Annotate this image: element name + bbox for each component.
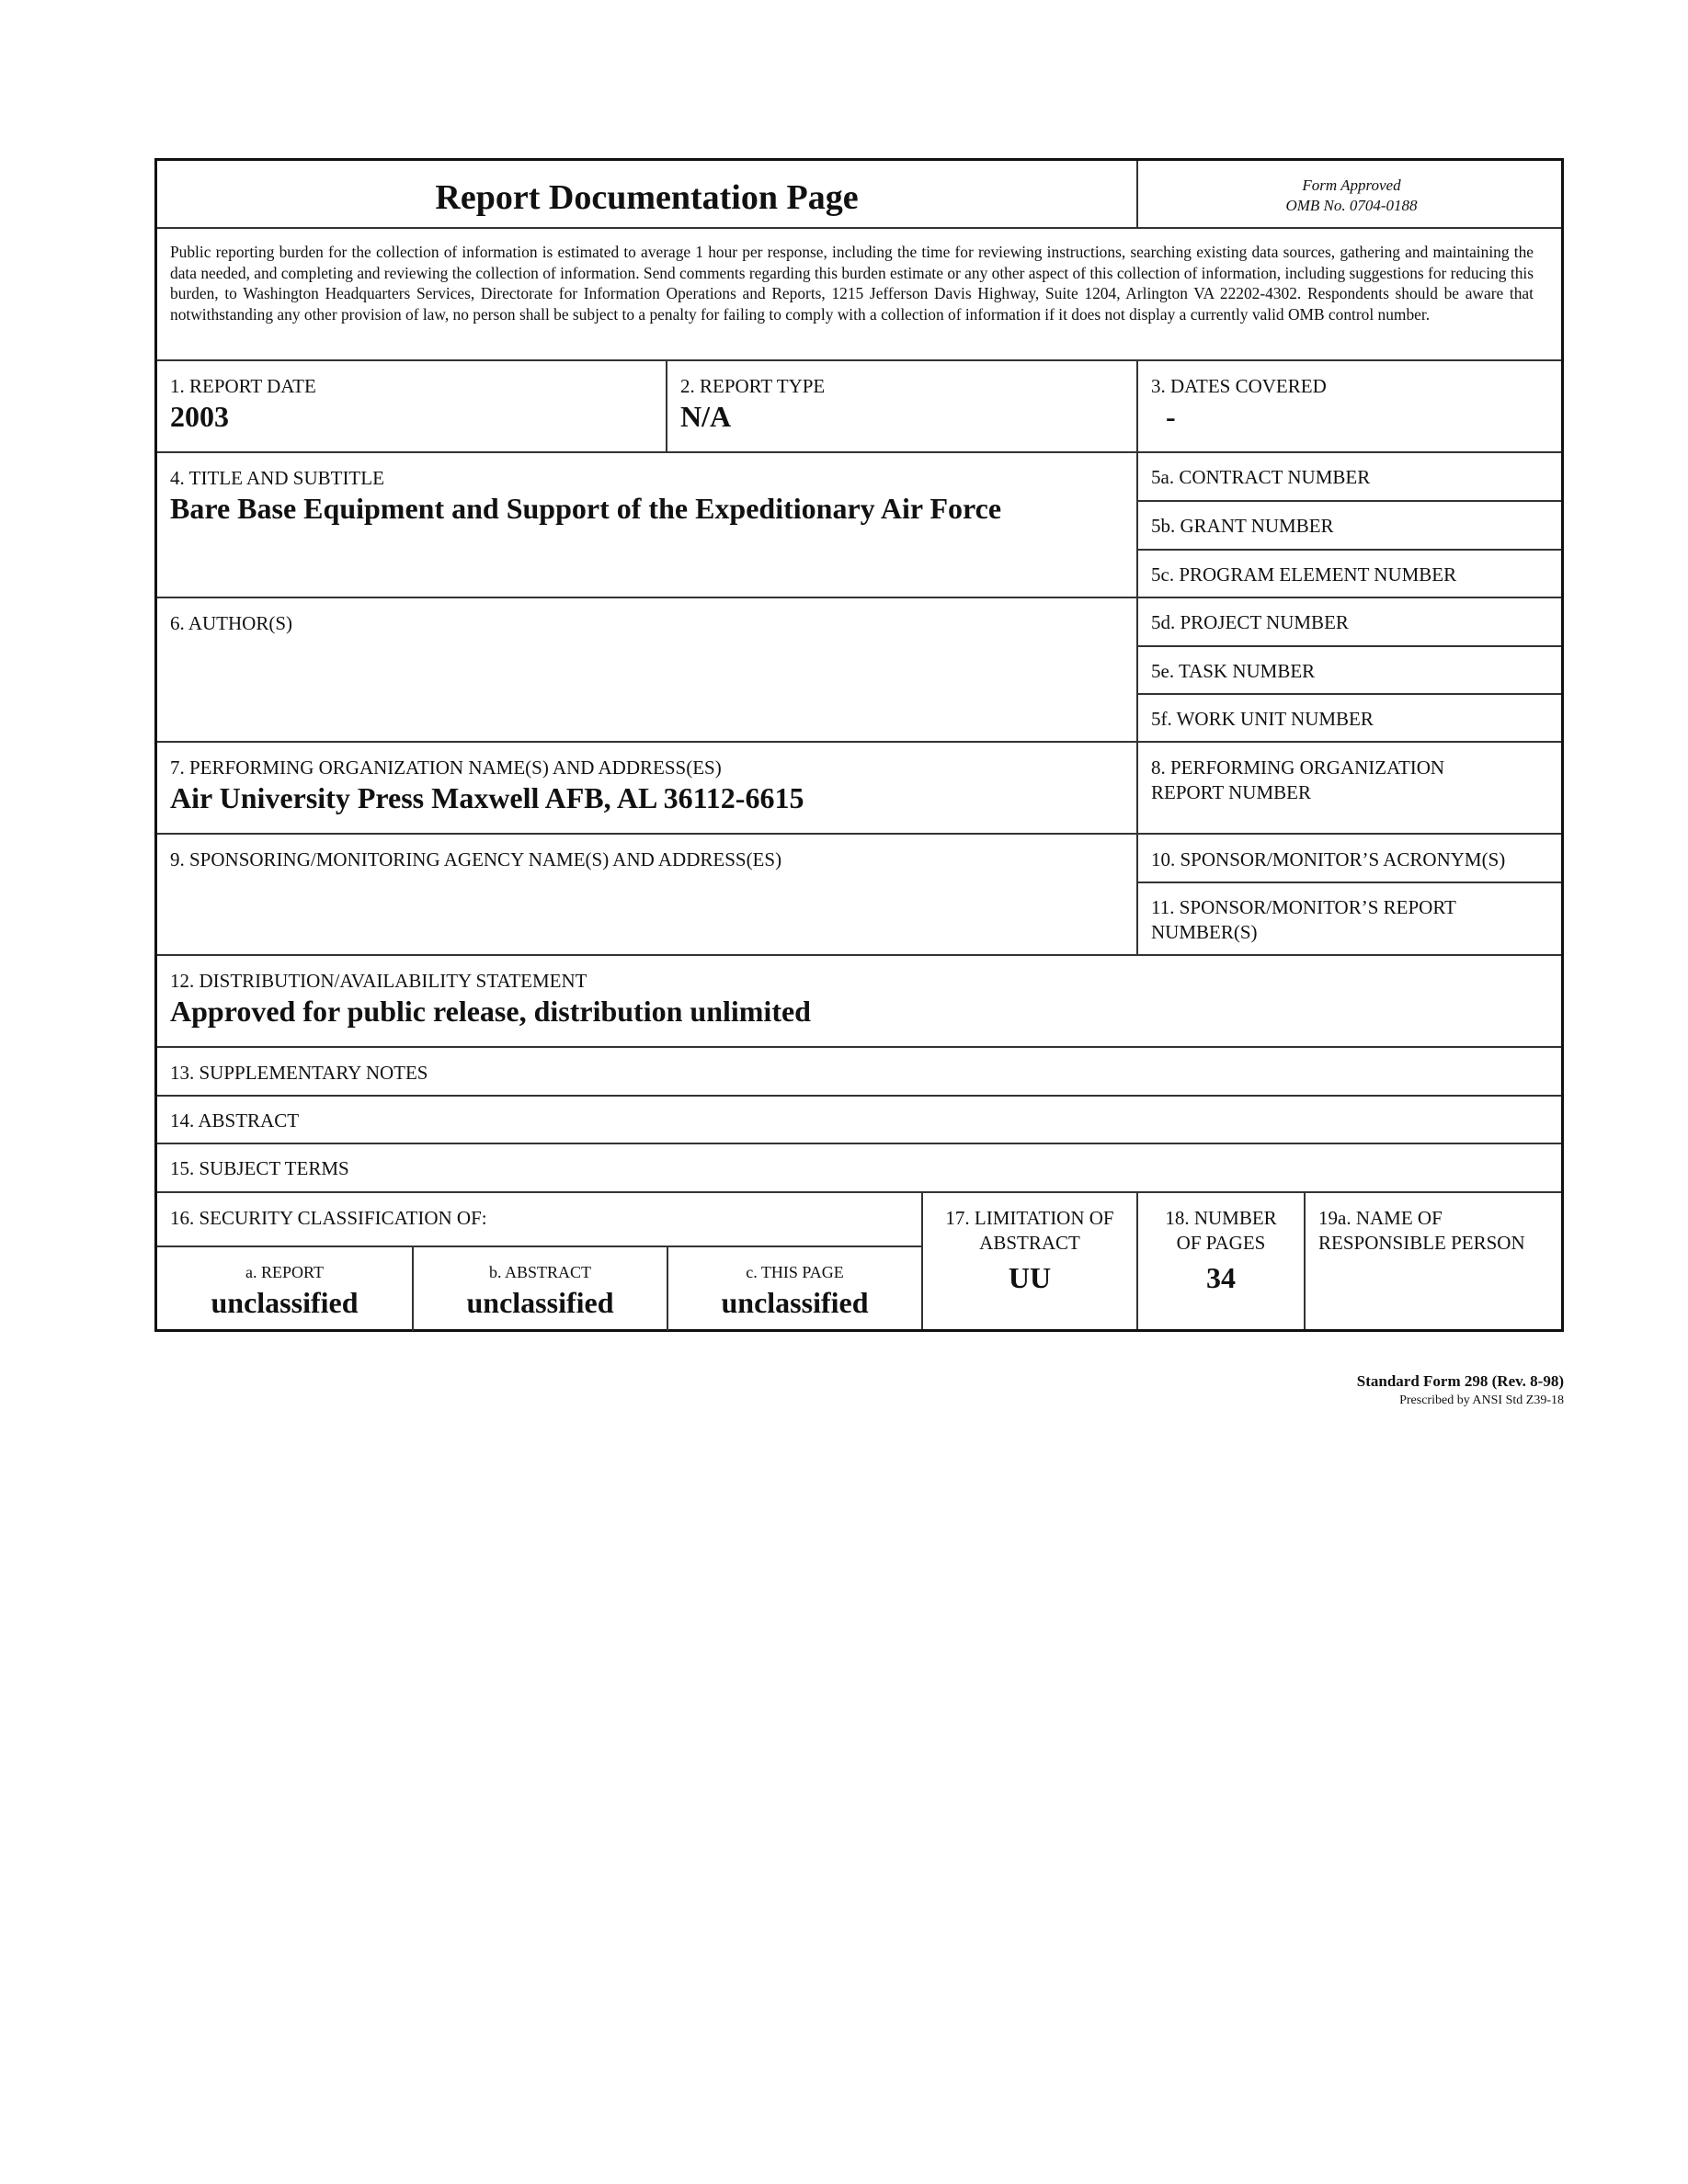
limitation-label-line2: ABSTRACT (979, 1232, 1080, 1254)
performing-report-cell (1136, 741, 1561, 833)
project-number-cell (1136, 597, 1561, 645)
security-abstract-cell (412, 1247, 667, 1331)
standard-form-label: Standard Form 298 (Rev. 8-98) (1356, 1372, 1564, 1390)
sponsoring-agency-cell (157, 833, 1136, 954)
row-report-date (157, 359, 1561, 451)
dates-covered-cell (1136, 361, 1561, 451)
prescribed-by-label: Prescribed by ANSI Std Z39-18 (1399, 1393, 1564, 1407)
security-report-label: a. REPORT (245, 1263, 324, 1281)
title-subtitle-cell (157, 451, 1136, 597)
distribution-cell (157, 954, 1561, 1046)
security-report-value: unclassified (211, 1286, 359, 1319)
limitation-label-line1: 17. LIMITATION OF (945, 1207, 1114, 1229)
report-date-cell (157, 361, 666, 451)
report-type-cell (666, 361, 1136, 451)
authors-label: 6. AUTHOR(S) (170, 612, 293, 634)
contract-number-cell (1136, 451, 1561, 500)
security-page-cell (667, 1247, 921, 1331)
dates-covered-value: - (1166, 400, 1176, 433)
report-date-value: 2003 (170, 400, 229, 433)
task-number-label: 5e. TASK NUMBER (1151, 660, 1316, 682)
sponsor-report-label-line2: NUMBER(S) (1151, 921, 1258, 943)
title-subtitle-value: Bare Base Equipment and Support of the Expeditionary Air Force (170, 492, 1002, 525)
project-number-label: 5d. PROJECT NUMBER (1151, 611, 1349, 633)
work-unit-label: 5f. WORK UNIT NUMBER (1151, 708, 1374, 730)
form-title: Report Documentation Page (435, 178, 859, 217)
security-page-label: c. THIS PAGE (746, 1263, 844, 1281)
report-type-label: 2. REPORT TYPE (680, 375, 826, 397)
number-of-pages-label-line2: OF PAGES (1176, 1232, 1266, 1254)
program-element-cell (1136, 549, 1561, 597)
performing-org-label: 7. PERFORMING ORGANIZATION NAME(S) AND ADDRESS(ES) (170, 756, 722, 779)
title-subtitle-label: 4. TITLE AND SUBTITLE (170, 467, 384, 489)
dates-covered-label: 3. DATES COVERED (1151, 375, 1327, 397)
supplementary-cell (157, 1046, 1561, 1095)
abstract-label: 14. ABSTRACT (170, 1109, 300, 1132)
work-unit-cell (1136, 693, 1561, 741)
abstract-cell (157, 1095, 1561, 1143)
security-abstract-value: unclassified (466, 1286, 614, 1319)
contract-number-label: 5a. CONTRACT NUMBER (1151, 466, 1371, 488)
sponsor-report-label-line1: 11. SPONSOR/MONITOR’S REPORT (1151, 896, 1456, 918)
subject-terms-label: 15. SUBJECT TERMS (170, 1157, 349, 1179)
report-type-value: N/A (680, 400, 732, 433)
number-of-pages-value: 34 (1206, 1261, 1236, 1294)
subject-terms-cell (157, 1143, 1561, 1191)
form-approved-text: Form Approved (1302, 176, 1401, 194)
distribution-label: 12. DISTRIBUTION/AVAILABILITY STATEMENT (170, 970, 587, 992)
security-abstract-label: b. ABSTRACT (488, 1263, 592, 1281)
task-number-cell (1136, 645, 1561, 693)
report-date-label: 1. REPORT DATE (170, 375, 316, 397)
grant-number-label: 5b. GRANT NUMBER (1151, 515, 1334, 537)
number-of-pages-cell (1136, 1191, 1304, 1329)
responsible-person-cell (1304, 1191, 1561, 1329)
report-documentation-form (154, 158, 1564, 1332)
divider (157, 227, 1561, 229)
limitation-value: UU (1008, 1261, 1052, 1294)
sponsoring-agency-label: 9. SPONSORING/MONITORING AGENCY NAME(S) AND ADDRESS(ES) (170, 848, 782, 870)
security-page-value: unclassified (721, 1286, 869, 1319)
authors-cell (157, 597, 1136, 741)
program-element-label: 5c. PROGRAM ELEMENT NUMBER (1151, 563, 1457, 586)
form-approved-block (1136, 176, 1567, 216)
number-of-pages-label-line1: 18. NUMBER (1165, 1207, 1277, 1229)
sponsor-report-cell (1136, 882, 1561, 954)
burden-statement: Public reporting burden for the collection of information is estimated to average 1 hour per response, including the time for reviewing instructions, searching existing data sources, gathering and maintaining the data needed, and completing and reviewing the collection of information. Send comments regarding this burden estimate or any other aspect of this collection of information, including suggestions for reducing this burden, to Washington Headquarters Services, Directorate for Information Operations and Reports, 1215 Jefferson Davis Highway, Suite 1204, Arlington VA 22202-4302. Respondents should be aware that notwithstanding any other provision of law, no person shall be subject to a penalty for failing to comply with a collection of information if it does not display a currently valid OMB control number. (170, 243, 1534, 324)
performing-org-cell (157, 741, 1136, 833)
performing-org-value: Air University Press Maxwell AFB, AL 36112-6615 (170, 781, 804, 814)
grant-number-cell (1136, 500, 1561, 549)
sponsor-acronym-cell (1136, 833, 1561, 882)
distribution-value: Approved for public release, distribution unlimited (170, 995, 811, 1028)
security-classification-label: 16. SECURITY CLASSIFICATION OF: (170, 1207, 487, 1229)
performing-report-label-line1: 8. PERFORMING ORGANIZATION (1151, 756, 1445, 779)
security-subrow (157, 1246, 921, 1329)
omb-number-text: OMB No. 0704-0188 (1285, 197, 1418, 214)
security-report-cell (157, 1247, 412, 1331)
supplementary-label: 13. SUPPLEMENTARY NOTES (170, 1062, 428, 1084)
limitation-cell (921, 1191, 1136, 1329)
performing-report-label-line2: REPORT NUMBER (1151, 781, 1311, 803)
security-classification-cell (157, 1191, 921, 1329)
responsible-person-label-line2: RESPONSIBLE PERSON (1318, 1232, 1525, 1254)
sponsor-acronym-label: 10. SPONSOR/MONITOR’S ACRONYM(S) (1151, 848, 1506, 870)
responsible-person-label-line1: 19a. NAME OF (1318, 1207, 1443, 1229)
